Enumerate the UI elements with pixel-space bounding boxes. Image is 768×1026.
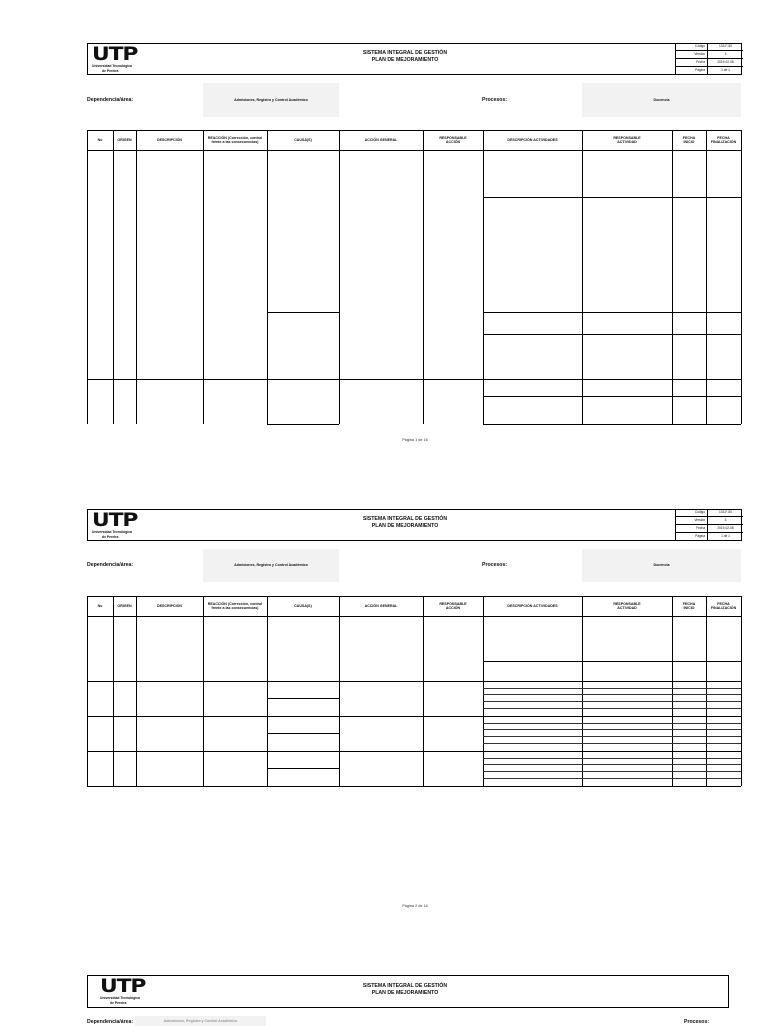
dependencia-label: Dependencia/área: [87,97,134,103]
dependencia-value: Admisiones, Registro y Control Académico [203,83,339,117]
col-fecha-finalizacion: FECHA FINALIZACIÓN [710,135,737,144]
dependencia-value: Admisiones, Registro y Control Académico [203,549,339,582]
col-descripcion-actividades: DESCRIPCIÓN ACTIVIDADES [507,137,558,142]
col-descripcion-actividades: DESCRIPCIÓN ACTIVIDADES [507,603,558,608]
utp-logo: UTP Universidad Tecnológica de Pereira [100,975,146,1005]
page-footer: Página 1 de 16 [402,438,428,442]
system-title: SISTEMA INTEGRAL DE GESTIÓN [362,983,448,989]
procesos-label: Procesos: [684,1019,710,1025]
doc-title: PLAN DE MEJORAMIENTO [371,523,439,529]
col-responsable-accion: RESPONSABLE ACCIÓN [439,135,467,144]
col-fecha-finalizacion: FECHA FINALIZACIÓN [710,601,737,610]
col-fecha-inicio: FECHA INICIO [682,601,696,610]
col-no: No [97,603,103,608]
dependencia-label: Dependencia/área: [87,1019,134,1025]
col-accion-general: ACCIÓN GENERAL [364,137,398,142]
utp-logo: UTP Universidad Tecnológica de Pereira [92,43,138,73]
doc-title: PLAN DE MEJORAMIENTO [371,990,439,996]
system-title: SISTEMA INTEGRAL DE GESTIÓN [362,516,448,522]
col-reaccion: REACCIÓN (Corrección, control frente a las consecuencias) [207,135,263,144]
col-responsable-accion: RESPONSABLE ACCIÓN [439,601,467,610]
col-descripcion: DESCRIPCIÓN [157,137,182,142]
page-footer: Página 2 de 16 [402,904,428,908]
col-responsable-actividad: RESPONSABLE ACTIVIDAD [613,601,641,610]
col-causas: CAUSA(S) [294,137,312,142]
procesos-label: Procesos: [482,97,508,103]
procesos-value: Docencia [582,549,741,582]
dependencia-label: Dependencia/área: [87,562,134,568]
doc-title: PLAN DE MEJORAMIENTO [371,57,439,63]
col-accion-general: ACCIÓN GENERAL [364,603,398,608]
col-no: No [97,137,103,142]
dependencia-value: Admisiones, Registro y Control Académico [135,1016,266,1026]
col-causas: CAUSA(S) [294,603,312,608]
col-fecha-inicio: FECHA INICIO [682,135,696,144]
document-meta: Código 133-F-50 Versión 3 Fecha 2019-02-08 Página 1 de 1 [675,509,743,540]
col-descripcion: DESCRIPCIÓN [157,603,182,608]
procesos-value: Docencia [582,83,741,117]
col-origen: ORIGEN [117,603,132,608]
col-reaccion: REACCIÓN (Corrección, control frente a las consecuencias) [207,601,263,610]
procesos-label: Procesos: [482,562,508,568]
document-meta: Código 133-F-50 Versión 3 Fecha 2019-02-08 Página 1 de 1 [675,43,743,74]
col-origen: ORIGEN [117,137,132,142]
col-responsable-actividad: RESPONSABLE ACTIVIDAD [613,135,641,144]
utp-logo: UTP Universidad Tecnológica de Pereira [92,509,138,539]
system-title: SISTEMA INTEGRAL DE GESTIÓN [362,50,448,56]
